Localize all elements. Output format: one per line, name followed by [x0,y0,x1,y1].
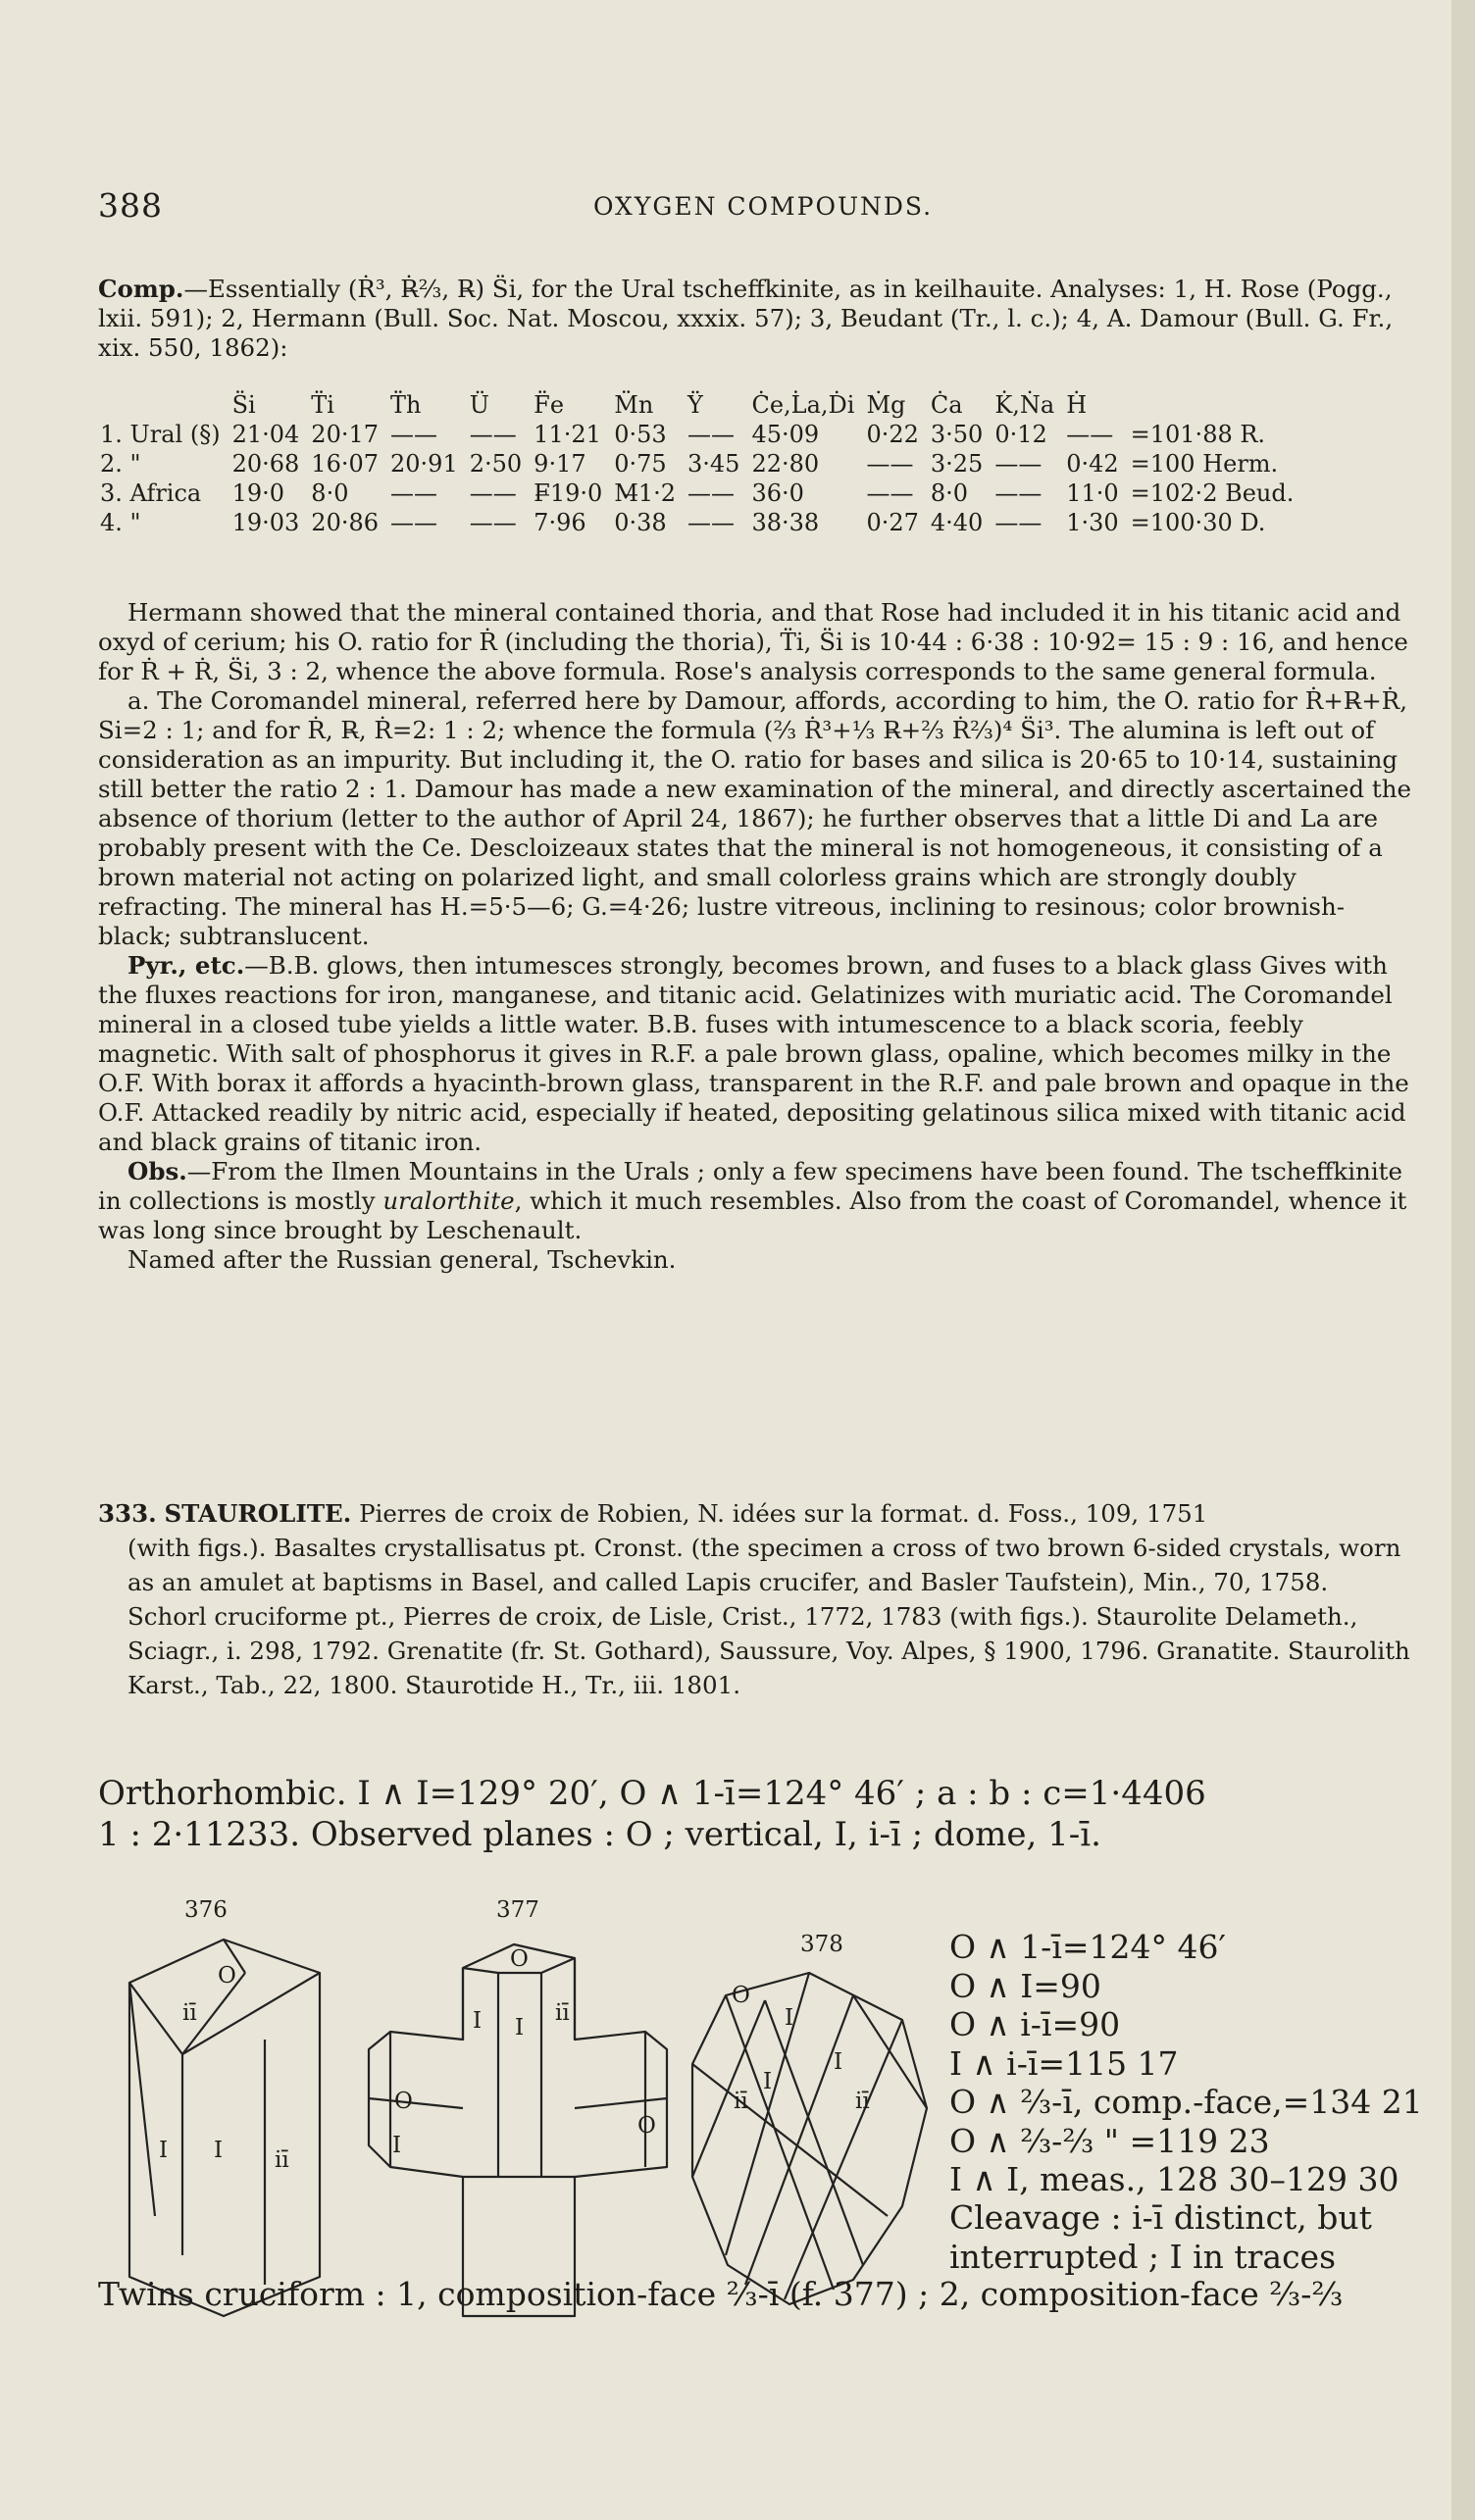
analyses-header-cell: T̈i [311,391,334,419]
angle-item: O ∧ 1-ī=124° 46′ [949,1928,1226,1966]
fig377-label: I [515,2015,525,2041]
angle-item: O ∧ ⅔-⅔ " =119 23 [949,2121,1270,2160]
fig377-label: iī [555,2000,570,2026]
analyses-cell: —— [994,450,1043,478]
analyses-header-cell: Ċa [930,391,963,419]
named-paragraph: Named after the Russian general, Tschevkin. [127,1245,677,1274]
analyses-cell: —— [390,479,438,507]
analyses-cell: 20·68 [231,450,300,478]
analyses-header-cell: Ü [469,391,489,419]
angle-item: O ∧ i-ī=90 [949,2005,1121,2043]
fig377-label: O [510,1946,529,1972]
mineral-head-text: Pierres de croix de Robien, N. idées sur la format. d. Foss., 109, 1751 [359,1499,1208,1528]
crystal-line-1: Orthorhombic. I ∧ I=129° 20′, O ∧ 1-ī=124° 46′ ; a : b : c=1·4406 [98,1774,1206,1813]
analyses-cell: 20·86 [311,509,380,536]
analyses-cell: 2·50 [469,450,523,478]
mineral-number: 333. [98,1499,157,1528]
mineral-name: STAUROLITE. [164,1499,352,1528]
obs-text: —From the Ilmen Mountains in the Urals ; only a few specimens have been found. The tscheffkinite in collections is mostly [98,1157,1403,1215]
analyses-cell: —— [390,421,438,448]
fig377-number: 377 [496,1897,539,1923]
analyses-cell: 0·53 [614,421,667,448]
cleavage-line: Cleavage : i-ī distinct, but [949,2198,1372,2237]
analyses-header-cell: Ḣ [1066,391,1088,419]
analyses-cell: =100·30 D. [1130,509,1266,536]
analyses-cell: 0·42 [1066,450,1119,478]
analyses-cell: 4. " [100,509,141,536]
fig376-number: 376 [184,1897,228,1923]
analyses-cell: 1. Ural (§) [100,421,221,448]
obs-text-end: , which it much resembles. Also from the coast of Coromandel, whence it was long since brought by Leschenault. [98,1186,1407,1244]
fig377-label: I [392,2133,402,2158]
analyses-cell: 38·38 [751,509,820,536]
fig378-label: O [732,1983,750,2008]
page-number: 388 [98,186,163,225]
analyses-header-cell: K̇,Ṅa [994,391,1055,419]
comp-label: Comp. [98,275,184,303]
pyr-text: —B.B. glows, then intumesces strongly, becomes brown, and fuses to a black glass Gives with the fluxes reactions for iron, manganese, and titanic acid. Gelatinizes with muriatic acid. The Coromandel mineral in a closed tube yields a little water. B.B. fuses with intumescence to a black scoria, feebly magnetic. With salt of phosphorus it gives in R.F. a pale brown glass, opaline, which becomes milky in the O.F. With borax it affords a hyacinth-brown glass, transparent in the R.F. and pale brown and opaque in the O.F. Attacked readily by nitric acid, especially if heated, depositing gelatinous silica mixed with titanic acid and black grains of titanic iron. [98,951,1409,1156]
analyses-cell: 19·03 [231,509,300,536]
analyses-cell: =100 Herm. [1130,450,1279,478]
analyses-cell: —— [687,421,736,448]
comp-text: —Essentially (Ṙ³, Ṙ̶̶⅔, R̶) S̈i, for the Ural tscheffkinite, as in keilhauite. Analyses: 1, H. Rose (Pogg., lxii. 591); 2, Hermann (Bull. Soc. Nat. Moscou, xxxix. 57); 3, Beudant (Tr., l. c.); 4, A. Damour (Bull. G. Fr., xix. 550, 1862): [98,275,1394,362]
analyses-cell: —— [994,479,1043,507]
analyses-cell: —— [866,450,914,478]
hermann-paragraph: Hermann showed that the mineral contained thoria, and that Rose had included it in his titanic acid and oxyd of cerium; his O. ratio for Ṙ (including the thoria), T̈i, S̈i is 10·44 : 6·38 : 10·92= 15 : 9 : 16, and hence for Ṙ + Ṙ, S̈i, 3 : 2, whence the above formula. Rose's analysis corresponds to the same general formula. [98,598,1408,685]
angle-item: I ∧ i-ī=115 17 [949,2043,1179,2083]
analyses-cell: 7·96 [534,509,586,536]
obs-italic: uralorthite [382,1186,515,1215]
analyses-cell: 2. " [100,450,141,478]
obs-label: Obs. [127,1157,187,1185]
analyses-header-cell: S̈i [231,391,256,419]
analyses-cell: 3. Africa [100,479,202,507]
analyses-header-cell: Ÿ [687,391,703,419]
fig378-label: I [834,2049,843,2075]
analyses-cell: 3·25 [930,450,984,478]
angle-item: I ∧ I, meas., 128 30–129 30 [949,2160,1399,2198]
fig376-label: iī [182,2000,197,2026]
analyses-cell: 16·07 [311,450,380,478]
analyses-cell: 8·0 [311,479,349,507]
analyses-header-cell: F̈e [534,391,565,419]
analyses-cell: 0·27 [866,509,919,536]
angle-item: O ∧ ⅔-ī, comp.-face,=134 21 [949,2083,1423,2121]
analyses-cell: 45·09 [751,421,820,448]
analyses-cell: —— [390,509,438,536]
analyses-cell: 22·80 [751,450,820,478]
fig377-label: I [473,2008,483,2034]
analyses-cell: 11·21 [534,421,601,448]
analyses-cell: —— [469,509,517,536]
analyses-cell: 0·38 [614,509,667,536]
analyses-cell: 4·40 [930,509,984,536]
mineral-synonymy: (with figs.). Basaltes crystallisatus pt. Cronst. (the specimen a cross of two brown 6-sided crystals, worn as an amulet at baptisms in Basel, and called Lapis crucifer, and Basler Taufstein), Min., 70, 1758. Schorl cruciforme pt., Pierres de croix, de Lisle, Crist., 1772, 1783 (with figs.). Staurolite Delameth., Sciagr., i. 298, 1792. Grenatite (fr. St. Gothard), Saussure, Voy. Alpes, § 1900, 1796. Granatite. Staurolith Karst., Tab., 22, 1800. Staurotide H., Tr., iii. 1801. [127,1534,1410,1699]
fig376-label: I [159,2138,169,2163]
running-title: OXYGEN COMPOUNDS. [593,192,934,221]
analyses-cell: =102·2 Beud. [1130,479,1295,507]
analyses-cell: —— [994,509,1043,536]
analyses-cell: 21·04 [231,421,300,448]
analyses-header-cell: M̈n [614,391,654,419]
fig376-label: O [218,1963,236,1989]
fig377-label: O [394,2089,413,2114]
analyses-header-cell: T̈h [390,391,422,419]
fig378-label: iī [855,2089,870,2114]
figure-378 [692,1973,927,2304]
analyses-cell: —— [469,421,517,448]
analyses-cell: 36·0 [751,479,804,507]
analyses-header-cell: Ċe,L̇a,Ḋi [751,391,855,419]
analyses-cell: 0·75 [614,450,667,478]
crystal-line-2: 1 : 2·11233. Observed planes : O ; vertical, I, i-ī ; dome, 1-ī. [98,1815,1101,1854]
analyses-cell: 0·12 [994,421,1047,448]
coromandel-paragraph: a. The Coromandel mineral, referred here by Damour, affords, according to him, the O. ratio for Ṙ+R̶+Ṙ, Si=2 : 1; and for Ṙ, R̶, Ṙ=2: 1 : 2; whence the formula (⅔ Ṙ³+⅓ R̶+⅔ Ṙ⅔)⁴ S̈i³. The alumina is left out of consideration as an impurity. But including it, the O. ratio for bases and silica is 20·65 to 10·14, sustaining still better the ratio 2 : 1. Damour has made a new examination of the mineral, and directly ascertained the absence of thorium (letter to the author of April 24, 1867); he further observes that a little Di and La are probably present with the Ce. Descloizeaux states that the mineral is not homogeneous, it consisting of a brown material not acting on polarized light, and small colorless grains which are strongly doubly refracting. The mineral has H.=5·5—6; G.=4·26; lustre vitreous, inclining to resinous; color brownish-black; subtranslucent. [98,686,1411,950]
fig378-label: I [763,2069,773,2094]
twins-line: Twins cruciform : 1, composition-face ⅔-ī (f. 377) ; 2, composition-face ⅔-⅔ [98,2275,1344,2313]
analyses-cell: 3·45 [687,450,740,478]
angle-list [949,1928,1423,2199]
analyses-cell: —— [469,479,517,507]
analyses-cell: 8·0 [930,479,969,507]
fig378-label: I [785,2005,794,2031]
analyses-header-cell: Ṁg [866,391,906,419]
analyses-cell: 20·91 [390,450,458,478]
cleavage-text [949,2198,1372,2277]
angle-item: O ∧ I=90 [949,1966,1101,2005]
analyses-cell: —— [1066,421,1114,448]
analyses-cell: 1·30 [1066,509,1119,536]
analyses-cell: —— [687,509,736,536]
fig378-label: iī [734,2089,748,2114]
analyses-cell: —— [866,479,914,507]
analyses-cell: 11·0 [1066,479,1119,507]
analyses-cell: =101·88 R. [1130,421,1266,448]
analyses-cell: M̶1·2 [614,479,677,507]
cleavage-line: interrupted ; I in traces [949,2238,1337,2276]
figure-376 [129,1940,320,2316]
analyses-cell: 19·0 [231,479,285,507]
fig378-number: 378 [800,1932,843,1957]
fig376-label: iī [275,2147,289,2173]
analyses-cell: 9·17 [534,450,586,478]
fig377-label: O [637,2113,656,2139]
analyses-cell: 3·50 [930,421,984,448]
pyr-label: Pyr., etc. [127,951,245,980]
analyses-cell: F̶19·0 [534,479,603,507]
fig376-label: I [214,2138,224,2163]
analyses-cell: 0·22 [866,421,919,448]
analyses-cell: 20·17 [311,421,380,448]
analyses-cell: —— [687,479,736,507]
figure-377 [369,1944,667,2316]
